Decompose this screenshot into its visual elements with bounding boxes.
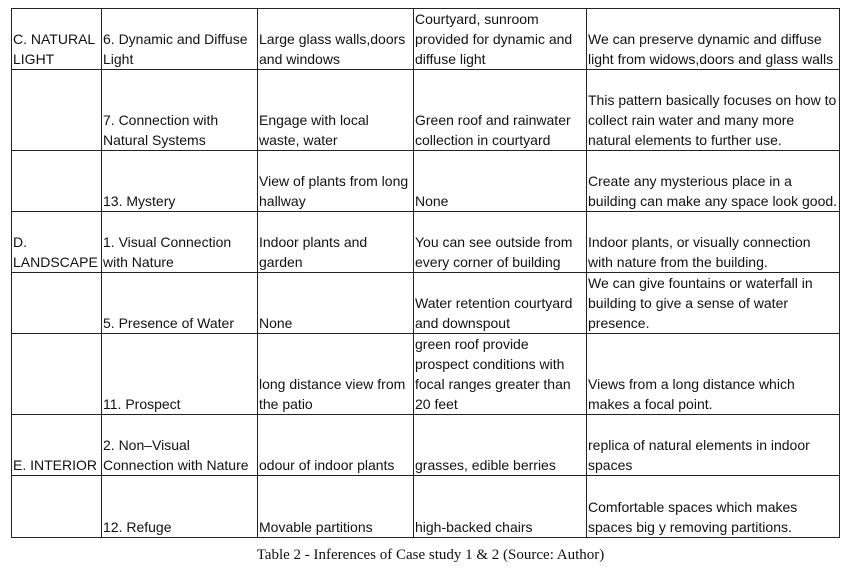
case-study-1-cell: Large glass walls,doors and windows: [258, 9, 414, 70]
inference-cell: We can give fountains or waterfall in building to give a sense of water presence.: [587, 273, 840, 334]
case-study-2-cell: green roof provide prospect conditions with focal ranges greater than 20 feet: [414, 334, 587, 415]
case-study-1-cell: odour of indoor plants: [258, 415, 414, 476]
table-row: [12, 273, 840, 334]
inference-cell: This pattern basically focuses on how to collect rain water and many more natural elements to further use.: [587, 70, 840, 151]
case-study-2-cell: grasses, edible berries: [414, 415, 587, 476]
category-cell: [12, 273, 102, 334]
category-cell: [12, 476, 102, 538]
pattern-cell: 5. Presence of Water: [102, 273, 258, 334]
inferences-table: [11, 8, 840, 538]
table-row: [12, 212, 840, 273]
inference-cell: replica of natural elements in indoor spaces: [587, 415, 840, 476]
table-row: [12, 476, 840, 538]
table-body: [12, 9, 840, 538]
pattern-cell: 13. Mystery: [102, 151, 258, 212]
inference-cell: Indoor plants, or visually connection with nature from the building.: [587, 212, 840, 273]
pattern-cell: 12. Refuge: [102, 476, 258, 538]
case-study-2-cell: Green roof and rainwater collection in courtyard: [414, 70, 587, 151]
table-caption: Table 2 - Inferences of Case study 1 & 2 (Source: Author): [256, 547, 605, 563]
case-study-1-cell: Movable partitions: [258, 476, 414, 538]
inference-cell: Comfortable spaces which makes spaces big y removing partitions.: [587, 476, 840, 538]
table-row: [12, 9, 840, 70]
case-study-1-cell: long distance view from the patio: [258, 334, 414, 415]
inference-cell: Create any mysterious place in a building can make any space look good.: [587, 151, 840, 212]
category-cell: E. INTERIOR: [12, 415, 102, 476]
category-cell: D. LANDSCAPE: [12, 212, 102, 273]
case-study-2-cell: Courtyard, sunroom provided for dynamic and diffuse light: [414, 9, 587, 70]
category-cell: [12, 151, 102, 212]
case-study-1-cell: Indoor plants and garden: [258, 212, 414, 273]
inference-cell: Views from a long distance which makes a focal point.: [587, 334, 840, 415]
pattern-cell: 11. Prospect: [102, 334, 258, 415]
case-study-2-cell: high-backed chairs: [414, 476, 587, 538]
case-study-1-cell: View of plants from long hallway: [258, 151, 414, 212]
case-study-2-cell: None: [414, 151, 587, 212]
pattern-cell: 1. Visual Connection with Nature: [102, 212, 258, 273]
category-cell: [12, 334, 102, 415]
pattern-cell: 7. Connection with Natural Systems: [102, 70, 258, 151]
inference-cell: We can preserve dynamic and diffuse light from widows,doors and glass walls: [587, 9, 840, 70]
table-row: [12, 70, 840, 151]
pattern-cell: 2. Non–Visual Connection with Nature: [102, 415, 258, 476]
case-study-2-cell: You can see outside from every corner of building: [414, 212, 587, 273]
pattern-cell: 6. Dynamic and Diffuse Light: [102, 9, 258, 70]
case-study-1-cell: None: [258, 273, 414, 334]
case-study-1-cell: Engage with local waste, water: [258, 70, 414, 151]
case-study-2-cell: Water retention courtyard and downspout: [414, 273, 587, 334]
table-row: [12, 415, 840, 476]
table-row: [12, 334, 840, 415]
category-cell: C. NATURAL LIGHT: [12, 9, 102, 70]
category-cell: [12, 70, 102, 151]
table-row: [12, 151, 840, 212]
